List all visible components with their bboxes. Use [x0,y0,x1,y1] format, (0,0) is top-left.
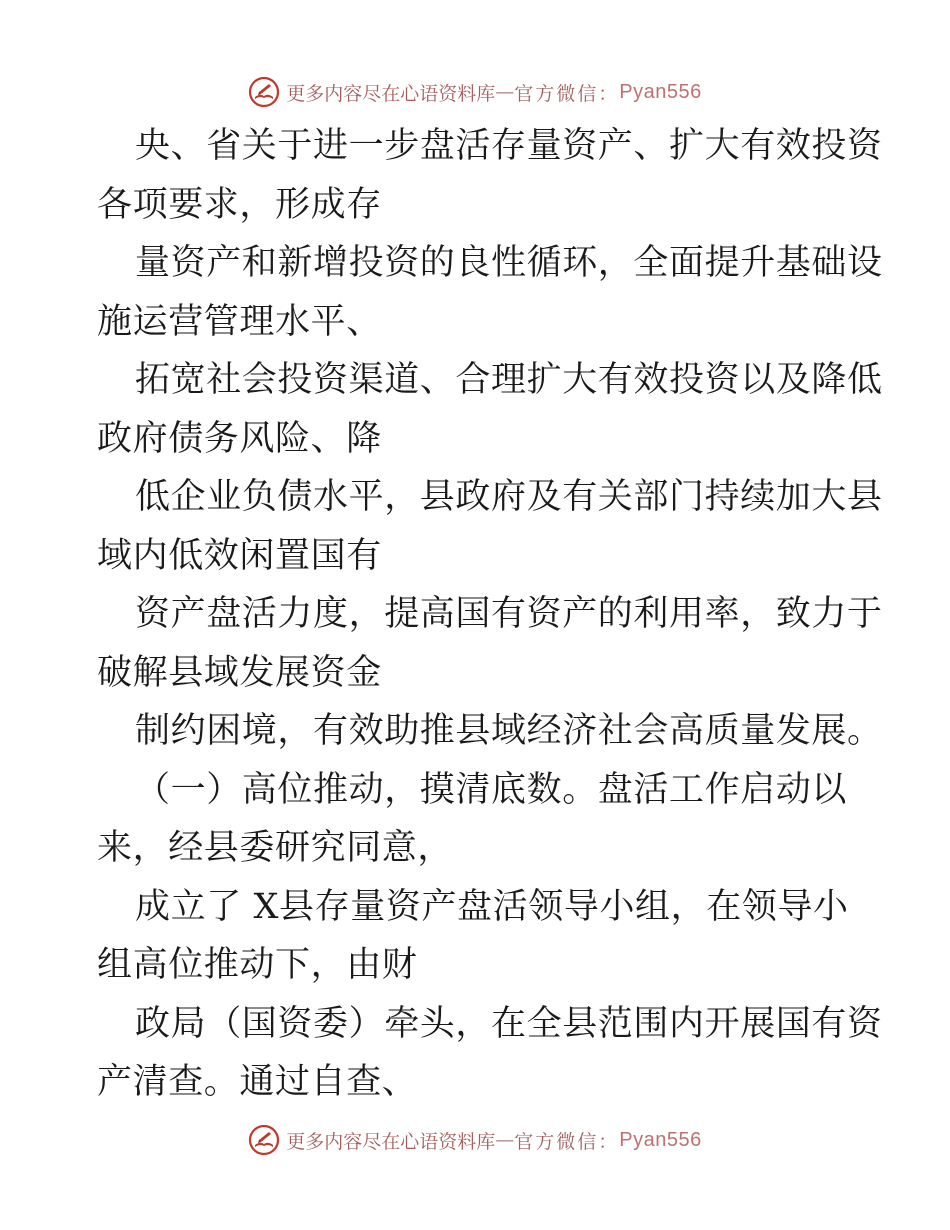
body-line: （一）高位推动，摸清底数。盘活工作启动以 [135,769,848,810]
banner-wechat-id: Pyan556 [619,80,702,103]
banner-brand-text: 更多内容尽在心语资料库 [286,82,496,105]
body-line: 来，经县委研究同意， [97,828,454,868]
banner-brand-text: 更多内容尽在心语资料库 [286,1130,496,1153]
banner-dash: — [495,1129,515,1151]
body-line: 产清查。通过自查、 [97,1062,418,1102]
body-line: 破解县域发展资金 [97,652,382,693]
body-line: 域内低效闲置国有 [97,535,382,576]
body-line: 资产盘活力度，提高国有资产的利用率，致力于 [135,594,883,634]
body-line: 政局（国资委）牵头，在全县范围内开展国有资 [135,1003,883,1044]
body-line: 组高位推动下，由财 [97,945,418,985]
banner-wechat-label: 官方微信： [514,1130,620,1153]
banner-dash: — [495,81,515,103]
body-line: 政府债务风险、降 [97,418,382,459]
body-line: 施运营管理水平、 [97,301,382,342]
body-line: 量资产和新增投资的良性循环，全面提升基础设 [135,243,883,283]
body-line: 制约困境，有效助推县域经济社会高质量发展。 [135,711,883,751]
book-pen-logo-icon [248,76,280,108]
banner-wechat-label: 官方微信： [514,82,620,105]
body-line: 各项要求，形成存 [97,184,382,225]
body-line: 拓宽社会投资渠道、合理扩大有效投资以及降低 [135,360,883,400]
book-pen-logo-icon [248,1124,280,1156]
body-line: 央、省关于进一步盘活存量资产、扩大有效投资 [135,126,883,166]
banner-wechat-id: Pyan556 [619,1128,702,1151]
document-body [97,117,883,1112]
body-line: 成立了 X县存量资产盘活领导小组，在领导小 [135,886,849,927]
body-line: 低企业负债水平，县政府及有关部门持续加大县 [135,477,883,517]
footer-banner[interactable] [0,1120,950,1160]
header-banner[interactable] [0,72,950,112]
